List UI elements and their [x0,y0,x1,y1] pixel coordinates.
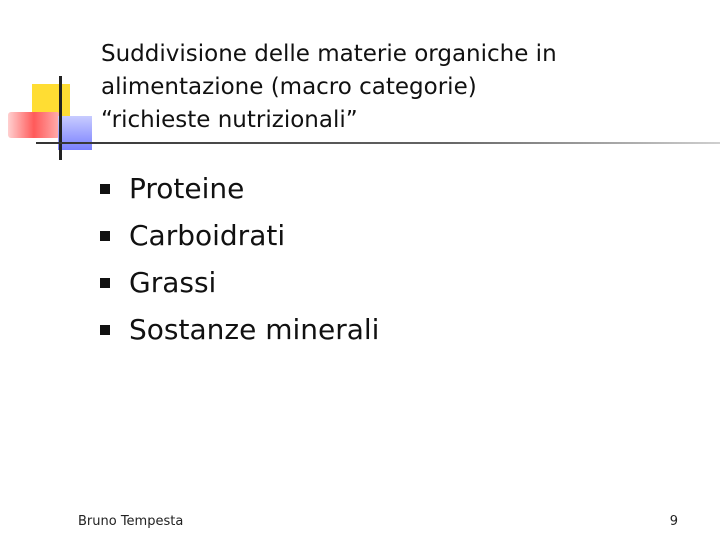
title-underline [36,142,720,144]
bullet-text: Carboidrati [129,219,286,252]
slide-title [101,38,661,137]
page-number: 9 [669,514,678,529]
bullet-text: Grassi [129,266,217,299]
logo-red-square [8,112,60,138]
bullet-text: Proteine [129,172,245,205]
square-bullet-icon [100,184,110,194]
title-line-3: “richieste nutrizionali” [101,107,358,133]
square-bullet-icon [100,231,110,241]
logo-yellow-square [32,84,70,122]
logo-vertical-line [59,76,62,160]
list-item [100,212,379,259]
square-bullet-icon [100,325,110,335]
title-line-2: alimentazione (macro categorie) [101,74,477,100]
bullet-text: Sostanze minerali [129,313,380,346]
bullet-list [100,165,379,353]
title-line-1: Suddivisione delle materie organiche in [101,41,557,67]
logo-blue-square [58,116,92,150]
list-item [100,306,379,353]
list-item [100,259,379,306]
footer-author: Bruno Tempesta [78,514,184,529]
list-item [100,165,379,212]
square-bullet-icon [100,278,110,288]
